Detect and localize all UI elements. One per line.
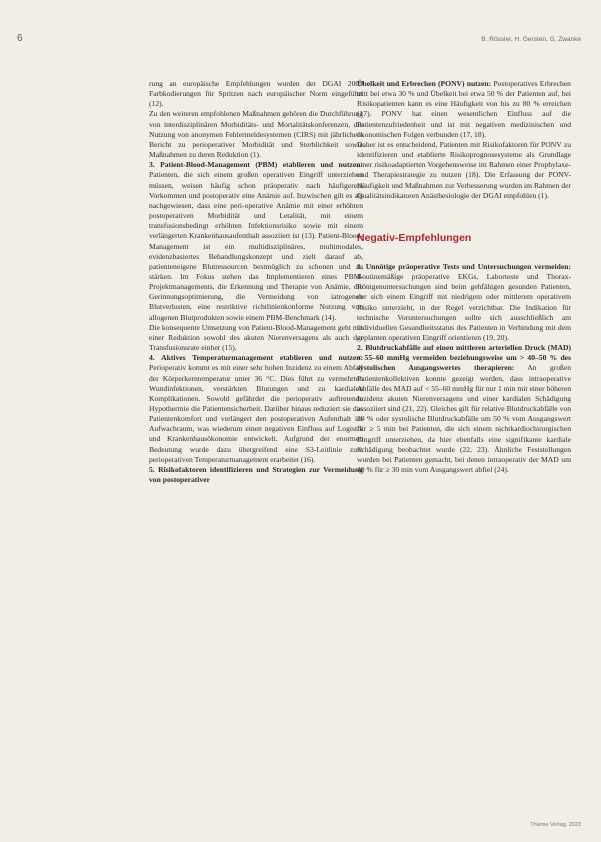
- paragraph: Die konsequente Umsetzung von Patient-Blood-Management geht mit einer Reduktion sowohl des akuten Nierenversagens als auch der Transfusionsrate einher (15).: [149, 322, 363, 353]
- recommendation-text: Postoperatives Erbrechen tritt bei etwa 30 % und Übelkeit bei etwa 50 % der Patienten auf, bei Risikopatienten kann es eine Häufigkeit von bis zu 80 % erreichen (17). PONV hat einen wesentlichen Einfluss auf die Patientenzufriedenheit und ist mit negativen medizinischen und ökonomischen Folgen verbunden (17, 18).: [357, 79, 571, 139]
- recommendation-title: 2. Blutdruckabfälle auf einen mittleren arteriellen Druck (MAD) < 55–60 mmHg vermeiden beziehungsweise um > 40–50 % des systolischen Ausgangswertes therapieren:: [357, 343, 571, 373]
- left-column: [149, 79, 363, 485]
- paragraph: [149, 353, 363, 465]
- paragraph: [149, 465, 363, 485]
- paragraph: [149, 160, 363, 323]
- recommendation-title: 5. Risikofaktoren identifizieren und Strategien zur Vermeidung von postoperativer: [149, 464, 363, 485]
- recommendation-title: 3. Patient-Blood-Management (PBM) etablieren und nutzen:: [149, 160, 363, 170]
- page-footer: Thieme Verlag, 2023: [530, 822, 581, 828]
- section-heading: Negativ-Empfehlungen: [357, 231, 472, 244]
- paragraph: Zu den weiteren empfohlenen Maßnahmen gehören die Durchführung von interdisziplinären Morbiditäts- und Mortalitätskonferenzen, die Nutzung von anonymen Fehlermeldesystemen (CIRS) mit jährlichem Bericht zu perioperativer Morbidität und Sterblichkeit sowie Maßnahmen zu deren Reduktion (1).: [149, 109, 363, 160]
- paragraph: rung an europäische Empfehlungen wurden der DGAI 2009 Farbkodierungen für Spritzen nach europäischer Norm eingeführt (12).: [149, 79, 363, 109]
- paragraph: [357, 79, 571, 140]
- paragraph: [357, 262, 571, 343]
- page-number: 6: [17, 33, 23, 44]
- recommendation-title: 4. Aktives Temperaturmanagement etablieren und nutzen:: [149, 353, 363, 363]
- recommendation-text: Patienten, die sich einem großen operativen Eingriff unterziehen müssen, weisen häufig schon präoperativ nach häufigerem Vorkommen und postoperativ eine Anämie auf. Inzwischen gilt es als nachgewiesen, dass eine peri-operative Anämie mit einer erhöhten postoperativen Morbidität und Letalität, mit einem transfusionsbedingt erhöhten Infektionsrisiko sowie mit einem verlängerten Krankenhausaufenthalt assoziiert ist (13). Patient-Blood-Management ist ein multidisziplinäres, multimodales, evidenzbasiertes Behandlungskonzept und zielt darauf ab, patienteneigene Blutressourcen bestmöglich zu schonen und zu stärken. Im Fokus stehen das Implementieren eines PBM-Projektmanagements, die Erkennung und Therapie von Anämie, die Gerinnungsoptimierung, die Vermeidung von iatrogenen Blutverlusten, eine restriktive richtlinienkonforme Nutzung von allogenen Blutprodukten sowie einem PBM-Benchmark (14).: [149, 170, 363, 322]
- running-header: B. Rössler, H. Gersten, G. Zwanke: [481, 36, 581, 43]
- right-column: [357, 79, 571, 475]
- recommendation-text: Routinemäßige präoperative EKGs, Laborteste und Thorax-Röntgenuntersuchungen sind beim gehfähigen gesunden Patienten, der sich einem Eingriff mit niedrigem oder mittlerem operativem Risiko unterzieht, in der Regel verzichtbar. Die Indikation für technische Voruntersuchungen sollte sich ausschließlich am individuellen Gesundheitsstatus des Patienten in Verbindung mit dem geplanten operativen Eingriff orientieren (19, 20).: [357, 272, 571, 342]
- recommendation-title: 1. Unnötige präoperative Tests und Untersuchungen vermeiden:: [357, 261, 571, 271]
- recommendation-text: An großen Patientenkollektiven konnte gezeigt werden, dass intraoperative Abfälle des MAD auf < 55–60 mmHg für nur 1 min mit einer höheren Inzidenz akuten Nierenversagens und einer kardialen Schädigung assoziiert sind (21, 22). Gleiches gilt für relative Blutdruckabfälle von 20 % oder systolische Blutdruckabfälle um 50 % vom Ausgangswert für ≥ 5 min bei Patienten, die sich einem nichtkardiochirurgischen Eingriff unterziehen, da hier ebenfalls eine signifikante kardiale Schädigung beobachtet wurde (22, 23). Ähnliche Feststellungen wurden bei Patienten gemacht, bei denen intraoperativ der MAD um 40 % für ≥ 30 min vom Ausgangswert abfiel (24).: [357, 363, 571, 474]
- paragraph: [357, 343, 571, 475]
- paragraph: Daher ist es entscheidend, Patienten mit Risikofaktoren für PONV zu identifizieren und etablierte Risikoprognosesysteme als Grundlage einer risikoadaptierten Vorgehensweise im Rahmen einer Prophylaxe- und Therapiestrategie zu nutzen (18). Die Erfassung der PONV-Häufigkeit und Maßnahmen zur Verbesserung wurden im Rahmen der Qualitätsindikatoren Anästhesiologie der DGAI empfohlen (1).: [357, 139, 571, 200]
- recommendation-title: Übelkeit und Erbrechen (PONV) nutzen:: [357, 79, 492, 88]
- recommendation-text: Perioperativ kommt es mit einer sehr hohen Inzidenz zu einem Abfall der Körperkerntemperatur unter 36 °C. Dies führt zu vermehrten Wundinfektionen, verstärkten Blutungen und zu kardialen Komplikationen. Sowohl gefährdet die perioperativ auftretende Hypothermie die Patientensicherheit. Darüber hinaus reduziert sie das Patientenkomfort und verlängert den postoperativen Aufenthalt im Aufwachraum, was wiederum einen negativen Einfluss auf Logistik und Krankenhausökonomie entwickelt. Aufgrund der enormen Bedeutung wurde dazu übergreifend eine S3-Leitlinie zum perioperativen Temperaturmanagement erarbeitet (16).: [149, 363, 363, 464]
